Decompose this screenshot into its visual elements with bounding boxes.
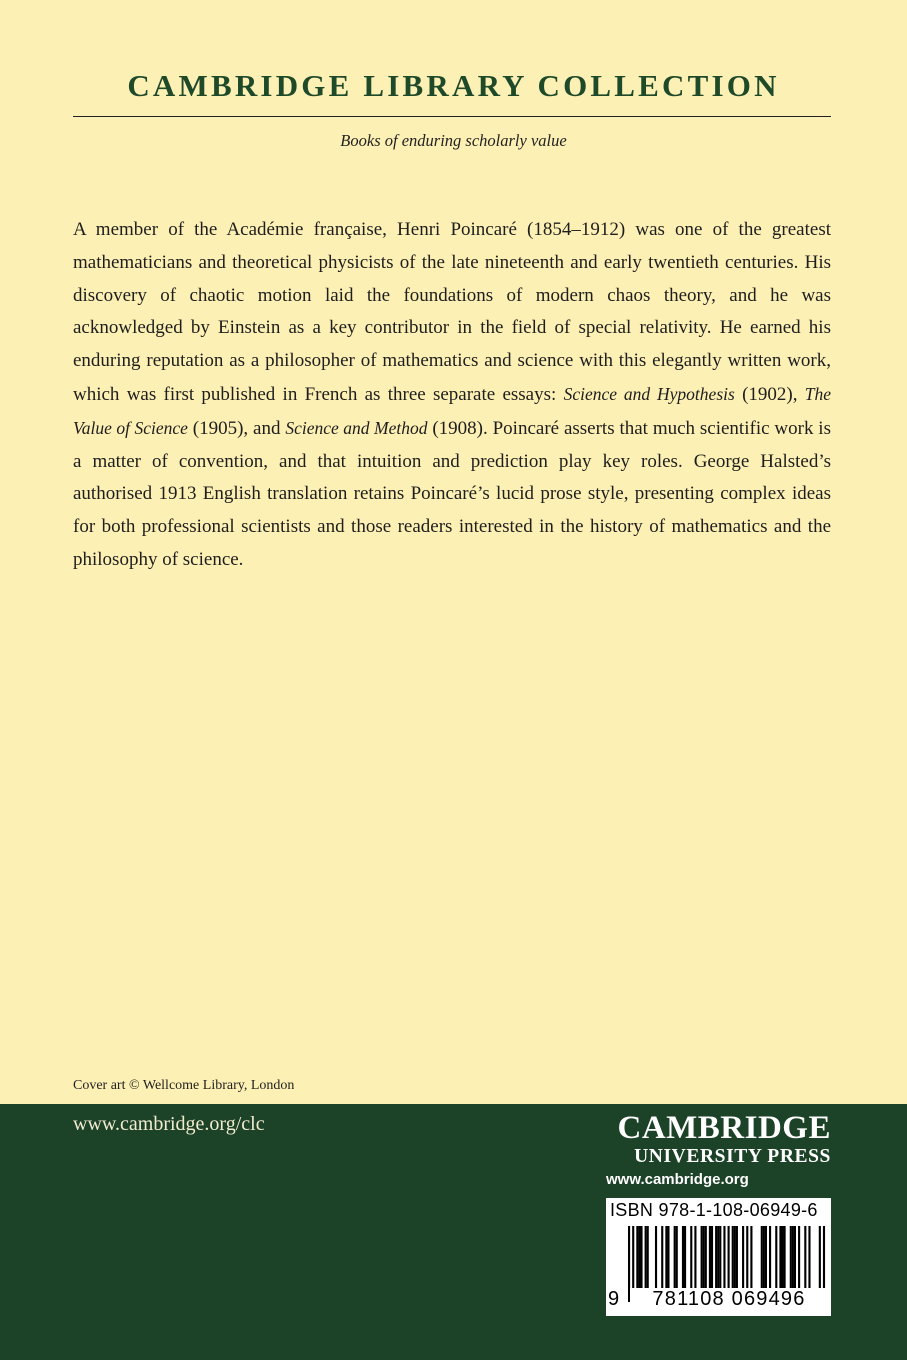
barcode-bar [694,1226,696,1288]
barcode-bar [763,1226,765,1288]
barcode-bar [769,1226,771,1288]
barcode-bar [719,1226,721,1288]
barcode-bar [734,1226,736,1288]
barcode-bar [701,1226,703,1288]
publisher-url-link[interactable]: www.cambridge.org [606,1171,749,1188]
book-description [73,214,831,577]
barcode-bar [784,1226,786,1288]
barcode-bar [798,1226,800,1288]
barcode-bar [736,1226,738,1288]
barcode-bar [703,1226,705,1288]
barcode-bar [709,1226,711,1288]
series-title: CAMBRIDGE LIBRARY COLLECTION [127,68,780,103]
barcode-bar [690,1226,692,1288]
description-part-2: (1902), [734,383,805,405]
barcode-bar [790,1226,792,1288]
barcode-bar [647,1226,649,1288]
series-tagline: Books of enduring scholarly value [340,131,567,150]
essay-title-science-and-hypothesis: Science and Hypothesis [563,383,735,404]
series-url-link[interactable]: www.cambridge.org/clc [73,1113,265,1135]
description-part-4: (1908). Poincaré asserts that much scientific work is a matter of convention, and that intuition and prediction play key roles. George Halsted’s authorised 1913 English translation retains Poincaré’s lucid prose style, presenting complex ideas for both professional scientists and those readers interested in the history of mathematics and the philosophy of science. [73,417,831,570]
barcode-bar [781,1226,783,1288]
barcode-bar [667,1226,669,1288]
header-rule [73,116,831,117]
barcode-bar [661,1226,663,1288]
barcode-bar [674,1226,676,1288]
ean-digits: 781108 069496 [630,1288,828,1311]
publisher-logo-name: CAMBRIDGE [617,1110,831,1146]
description-part-1: A member of the Académie française, Henri Poincaré (1854–1912) was one of the greatest mathematicians and theoretical physicists of the late nineteenth and early twentieth centuries. His discovery of chaotic motion laid the foundations of modern chaos theory, and he was acknowledged by Einstein as a key contributor in the field of special relativity. He earned his enduring reputation as a philosopher of mathematics and science with this elegantly written work, which was first published in French as three separate essays: [73,219,831,405]
barcode-bar [765,1226,767,1288]
barcode-bar [636,1226,638,1288]
publisher-logo-press: UNIVERSITY PRESS [634,1146,831,1167]
barcode-bar [761,1226,763,1288]
barcode-bar [808,1226,810,1288]
barcode-bar [711,1226,713,1288]
barcode-bar [715,1226,717,1288]
barcode-bar [792,1226,794,1288]
essay-title-science-and-method: Science and Method [285,417,428,438]
barcode-panel [606,1198,831,1316]
barcode-bar [684,1226,686,1288]
barcode-bar [717,1226,719,1288]
barcode-bar [794,1226,796,1288]
barcode-bar [665,1226,667,1288]
barcode-bar [705,1226,707,1288]
barcode-bar [645,1226,647,1288]
barcode-bar [779,1226,781,1288]
barcode-bar [655,1226,657,1288]
barcode-bar [676,1226,678,1288]
isbn-number: ISBN 978-1-108-06949-6 [610,1200,818,1220]
barcode-bar [742,1226,744,1288]
essay-title-value-of-science: The Value of Science [73,383,832,438]
barcode-bar [638,1226,640,1288]
barcode-bar [775,1226,777,1288]
barcode-bar [746,1226,748,1288]
barcode-bar [640,1226,642,1288]
ean-first-digit: 9 [608,1288,620,1310]
barcode-bar [750,1226,752,1288]
barcode-bar [732,1226,734,1288]
barcode-bar [682,1226,684,1288]
description-part-3: (1905), and [187,417,286,439]
cover-art-credit: Cover art © Wellcome Library, London [73,1078,295,1093]
barcode-bar [804,1226,806,1288]
